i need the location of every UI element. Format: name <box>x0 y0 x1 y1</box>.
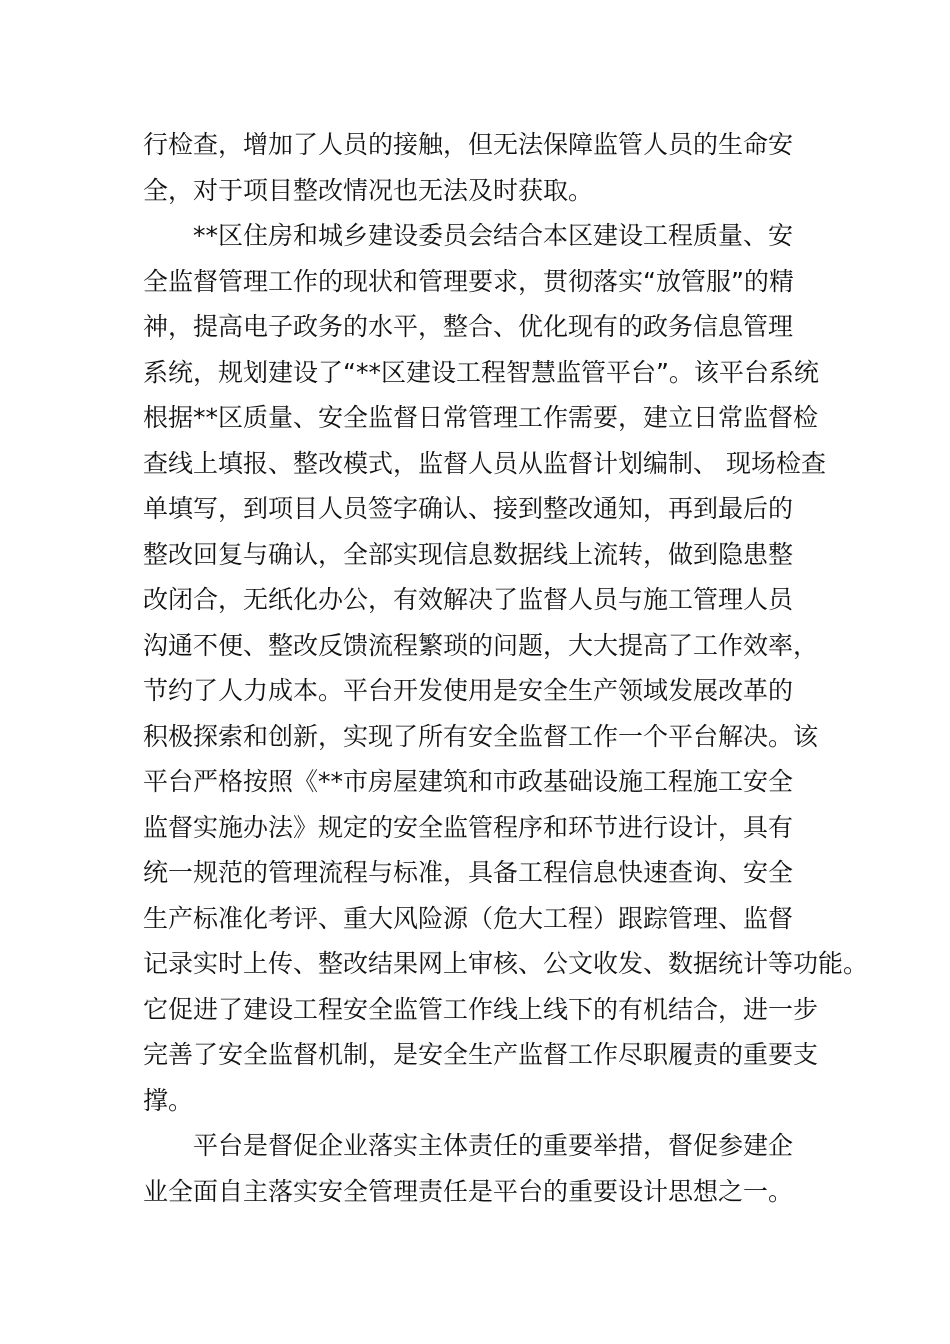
paragraph-line: 平台是督促企业落实主体责任的重要举措，督促参建企 <box>193 1131 794 1160</box>
paragraph-line: 系统，规划建设了“**区建设工程智慧监管平台”。该平台系统 <box>143 357 819 387</box>
paragraph-line: 整改回复与确认，全部实现信息数据线上流转，做到隐患整 <box>143 539 794 569</box>
paragraph-line: 记录实时上传、整改结果网上审核、公文收发、数据统计等功能。 <box>143 949 869 978</box>
paragraph-line: 积极探索和创新，实现了所有安全监督工作一个平台解决。该 <box>143 721 819 751</box>
paragraph-line: 行检查，增加了人员的接触，但无法保障监管人员的生命安 <box>143 130 794 159</box>
body-text <box>143 122 869 1214</box>
paragraph-line: 业全面自主落实安全管理责任是平台的重要设计思想之一。 <box>143 1176 794 1206</box>
paragraph-line: 根据**区质量、安全监督日常管理工作需要，建立日常监督检 <box>143 403 819 432</box>
paragraph-line: 统一规范的管理流程与标准，具备工程信息快速查询、安全 <box>143 858 794 887</box>
paragraph-line: 神，提高电子政务的水平，整合、优化现有的政务信息管理 <box>143 312 794 341</box>
paragraph-line: 监督实施办法》规定的安全监管程序和环节进行设计，具有 <box>143 812 794 842</box>
paragraph-line: 撑。 <box>143 1085 194 1115</box>
paragraph-line: 全，对于项目整改情况也无法及时获取。 <box>143 175 594 205</box>
paragraph-line: 完善了安全监督机制，是安全生产监督工作尽职履责的重要支 <box>143 1040 819 1069</box>
paragraph-line: 生产标准化考评、重大风险源（危大工程）跟踪管理、监督 <box>143 903 794 933</box>
paragraph-line: **区住房和城乡建设委员会结合本区建设工程质量、安 <box>193 221 794 250</box>
paragraph-line: 沟通不便、整改反馈流程繁琐的问题，大大提高了工作效率， <box>143 630 819 660</box>
paragraph-line: 查线上填报、整改模式，监督人员从监督计划编制、 现场检查 <box>143 448 826 478</box>
paragraph-line: 单填写，到项目人员签字确认、接到整改通知，再到最后的 <box>143 494 794 523</box>
paragraph-line: 节约了人力成本。平台开发使用是安全生产领域发展改革的 <box>143 676 794 705</box>
paragraph-line: 全监督管理工作的现状和管理要求，贯彻落实“放管服”的精 <box>143 266 794 296</box>
paragraph-line: 平台严格按照《**市房屋建筑和市政基础设施工程施工安全 <box>143 767 794 796</box>
paragraph-line: 它促进了建设工程安全监管工作线上线下的有机结合，进一步 <box>143 994 819 1024</box>
paragraph-line: 改闭合，无纸化办公，有效解决了监督人员与施工管理人员 <box>143 585 794 614</box>
